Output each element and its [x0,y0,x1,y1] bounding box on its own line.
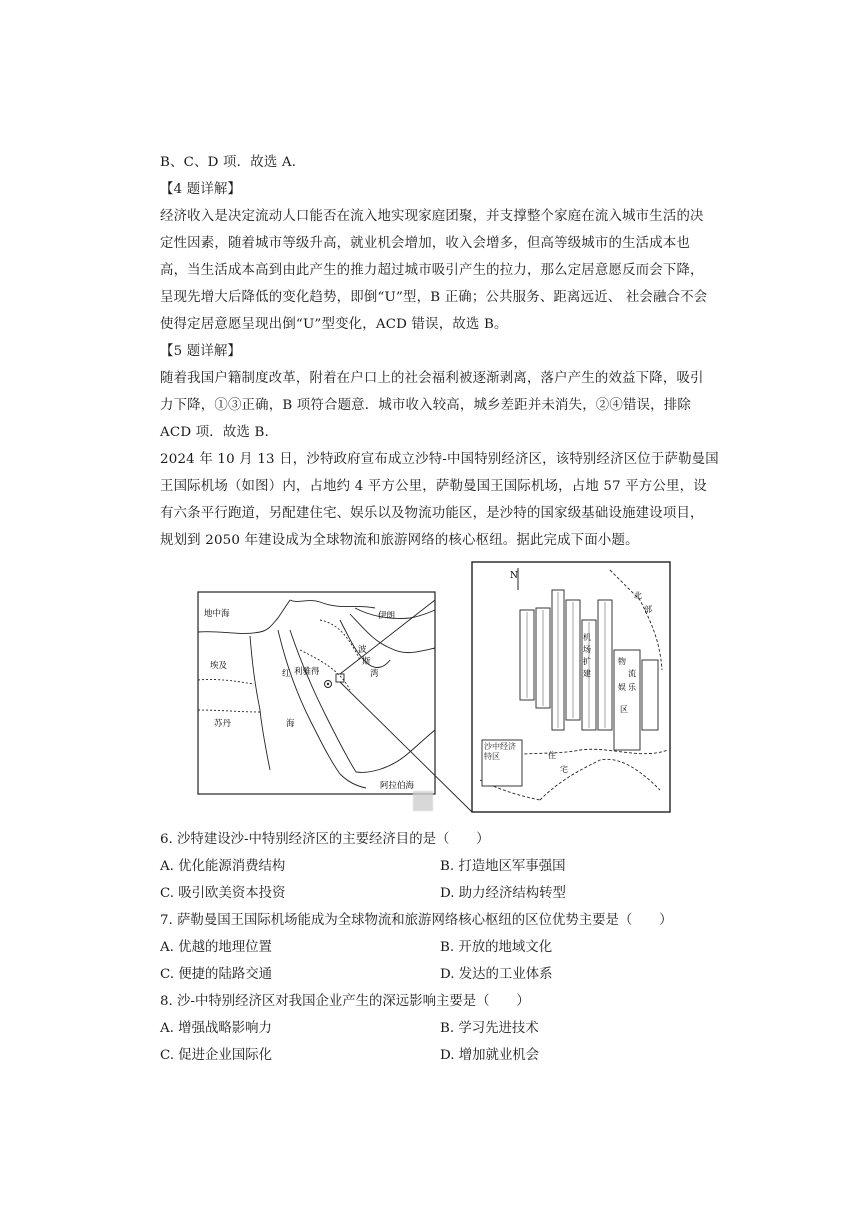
text-line: ACD 项．故选 B． [160,425,279,440]
text-line: 定性因素，随着城市等级升高，就业机会增加，收入会增多，但高等级城市的生活成本也 [160,236,691,251]
label-riyadh: 利雅得 [294,667,320,677]
question-8-stem: 8. 沙-中特别经济区对我国企业产生的深远影响主要是（ ） [160,994,530,1009]
label-persian-1: 波 [358,645,367,655]
q7-option-d: D. 发达的工业体系 [440,967,553,982]
q8-option-b: B. 学习先进技术 [440,1021,539,1036]
label-yu: 娱 [618,683,626,692]
label-special-economic-zone: 沙中经济特区 [484,742,516,761]
question-7-stem: 7. 萨勒曼国王国际机场能成为全球物流和旅游网络核心枢纽的区位优势主要是（ ） [160,913,673,928]
label-mediterranean: 地中海 [204,609,230,619]
text-line: 经济收入是决定流动人口能否在流入地实现家庭团聚，并支撑整个家庭在流入城市生活的决 [160,209,704,224]
q8-option-c: C. 促进企业国际化 [160,1048,273,1063]
q6-option-d: D. 助力经济结构转型 [440,886,566,901]
label-bei: 北 [634,591,642,600]
label-ji: 机 [583,633,591,642]
text-line: 规划到 2050 年建设成为全球物流和旅游网络的核心枢纽。据此完成下面小题。 [160,533,639,548]
q6-option-b: B. 打造地区军事强国 [440,859,566,874]
label-bu: 部 [644,605,652,614]
q7-option-b: B. 开放的地域文化 [440,940,553,955]
text-line: 随着我国户籍制度改革，附着在户口上的社会福利被逐渐剥离，落户产生的效益下降，吸引 [160,371,704,386]
text-line: 2024 年 10 月 13 日，沙特政府宣布成立沙特-中国特别经济区，该特别经济区位于萨勒曼国 [160,452,719,467]
label-qu: 区 [620,705,628,714]
map-figure [190,560,680,820]
question-6-stem: 6. 沙特建设沙-中特别经济区的主要经济目的是（ ） [160,832,490,847]
building-block [642,660,658,730]
text-line: 力下降，①③正确，B 项符合题意．城市收入较高，城乡差距并未消失，②④错误，排除 [160,398,691,413]
label-red-sea-1: 红 [282,669,291,679]
north-arrow-label: N [510,571,518,581]
q7-option-c: C. 便捷的陆路交通 [160,967,273,982]
label-red-sea-2: 海 [286,719,295,729]
text-line: B、C、D 项．故选 A． [160,155,306,170]
watermark-icon [413,791,433,811]
text-line: 使得定居意愿呈现出倒“U”型变化，ACD 错误，故选 B。 [160,317,508,332]
section-heading-q5: 【5 题详解】 [160,344,242,359]
label-chang: 场 [583,645,591,654]
q6-option-c: C. 吸引欧美资本投资 [160,886,286,901]
label-liu: 流 [628,669,636,678]
q7-option-a: A. 优越的地理位置 [160,940,272,955]
section-heading-q4: 【4 题详解】 [160,182,242,197]
label-arabian-sea: 阿拉伯海 [380,781,415,791]
label-persian-3: 湾 [370,669,379,679]
label-iran: 伊朗 [378,611,396,621]
q8-option-d: D. 增加就业机会 [440,1048,540,1063]
text-line: 高，当生活成本高到由此产生的推力超过城市吸引产生的拉力，那么定居意愿反而会下降， [160,263,704,278]
label-zhai: 宅 [560,765,568,774]
text-line: 呈现先增大后降低的变化趋势，即倒“U”型，B 正确；公共服务、距离远近、 社会融合不会 [160,290,708,305]
regional-map-frame [198,592,435,794]
label-fu: 扩 [583,657,591,666]
q6-option-a: A. 优化能源消费结构 [160,859,286,874]
label-zhu: 住 [548,751,556,760]
q8-option-a: A. 增强战略影响力 [160,1021,272,1036]
label-sudan: 苏丹 [214,719,232,729]
text-line: 有六条平行跑道，另配建住宅、娱乐以及物流功能区，是沙特的国家级基础设施建设项目， [160,506,704,521]
label-jian: 建 [583,669,591,678]
label-egypt: 埃及 [210,661,228,671]
label-persian-2: 斯 [362,657,371,667]
label-wu: 物 [618,657,626,666]
text-line: 王国际机场（如图）内，占地约 4 平方公里，萨勒曼国王国际机场，占地 57 平方公里，设 [160,479,707,494]
label-le: 乐 [628,683,636,692]
